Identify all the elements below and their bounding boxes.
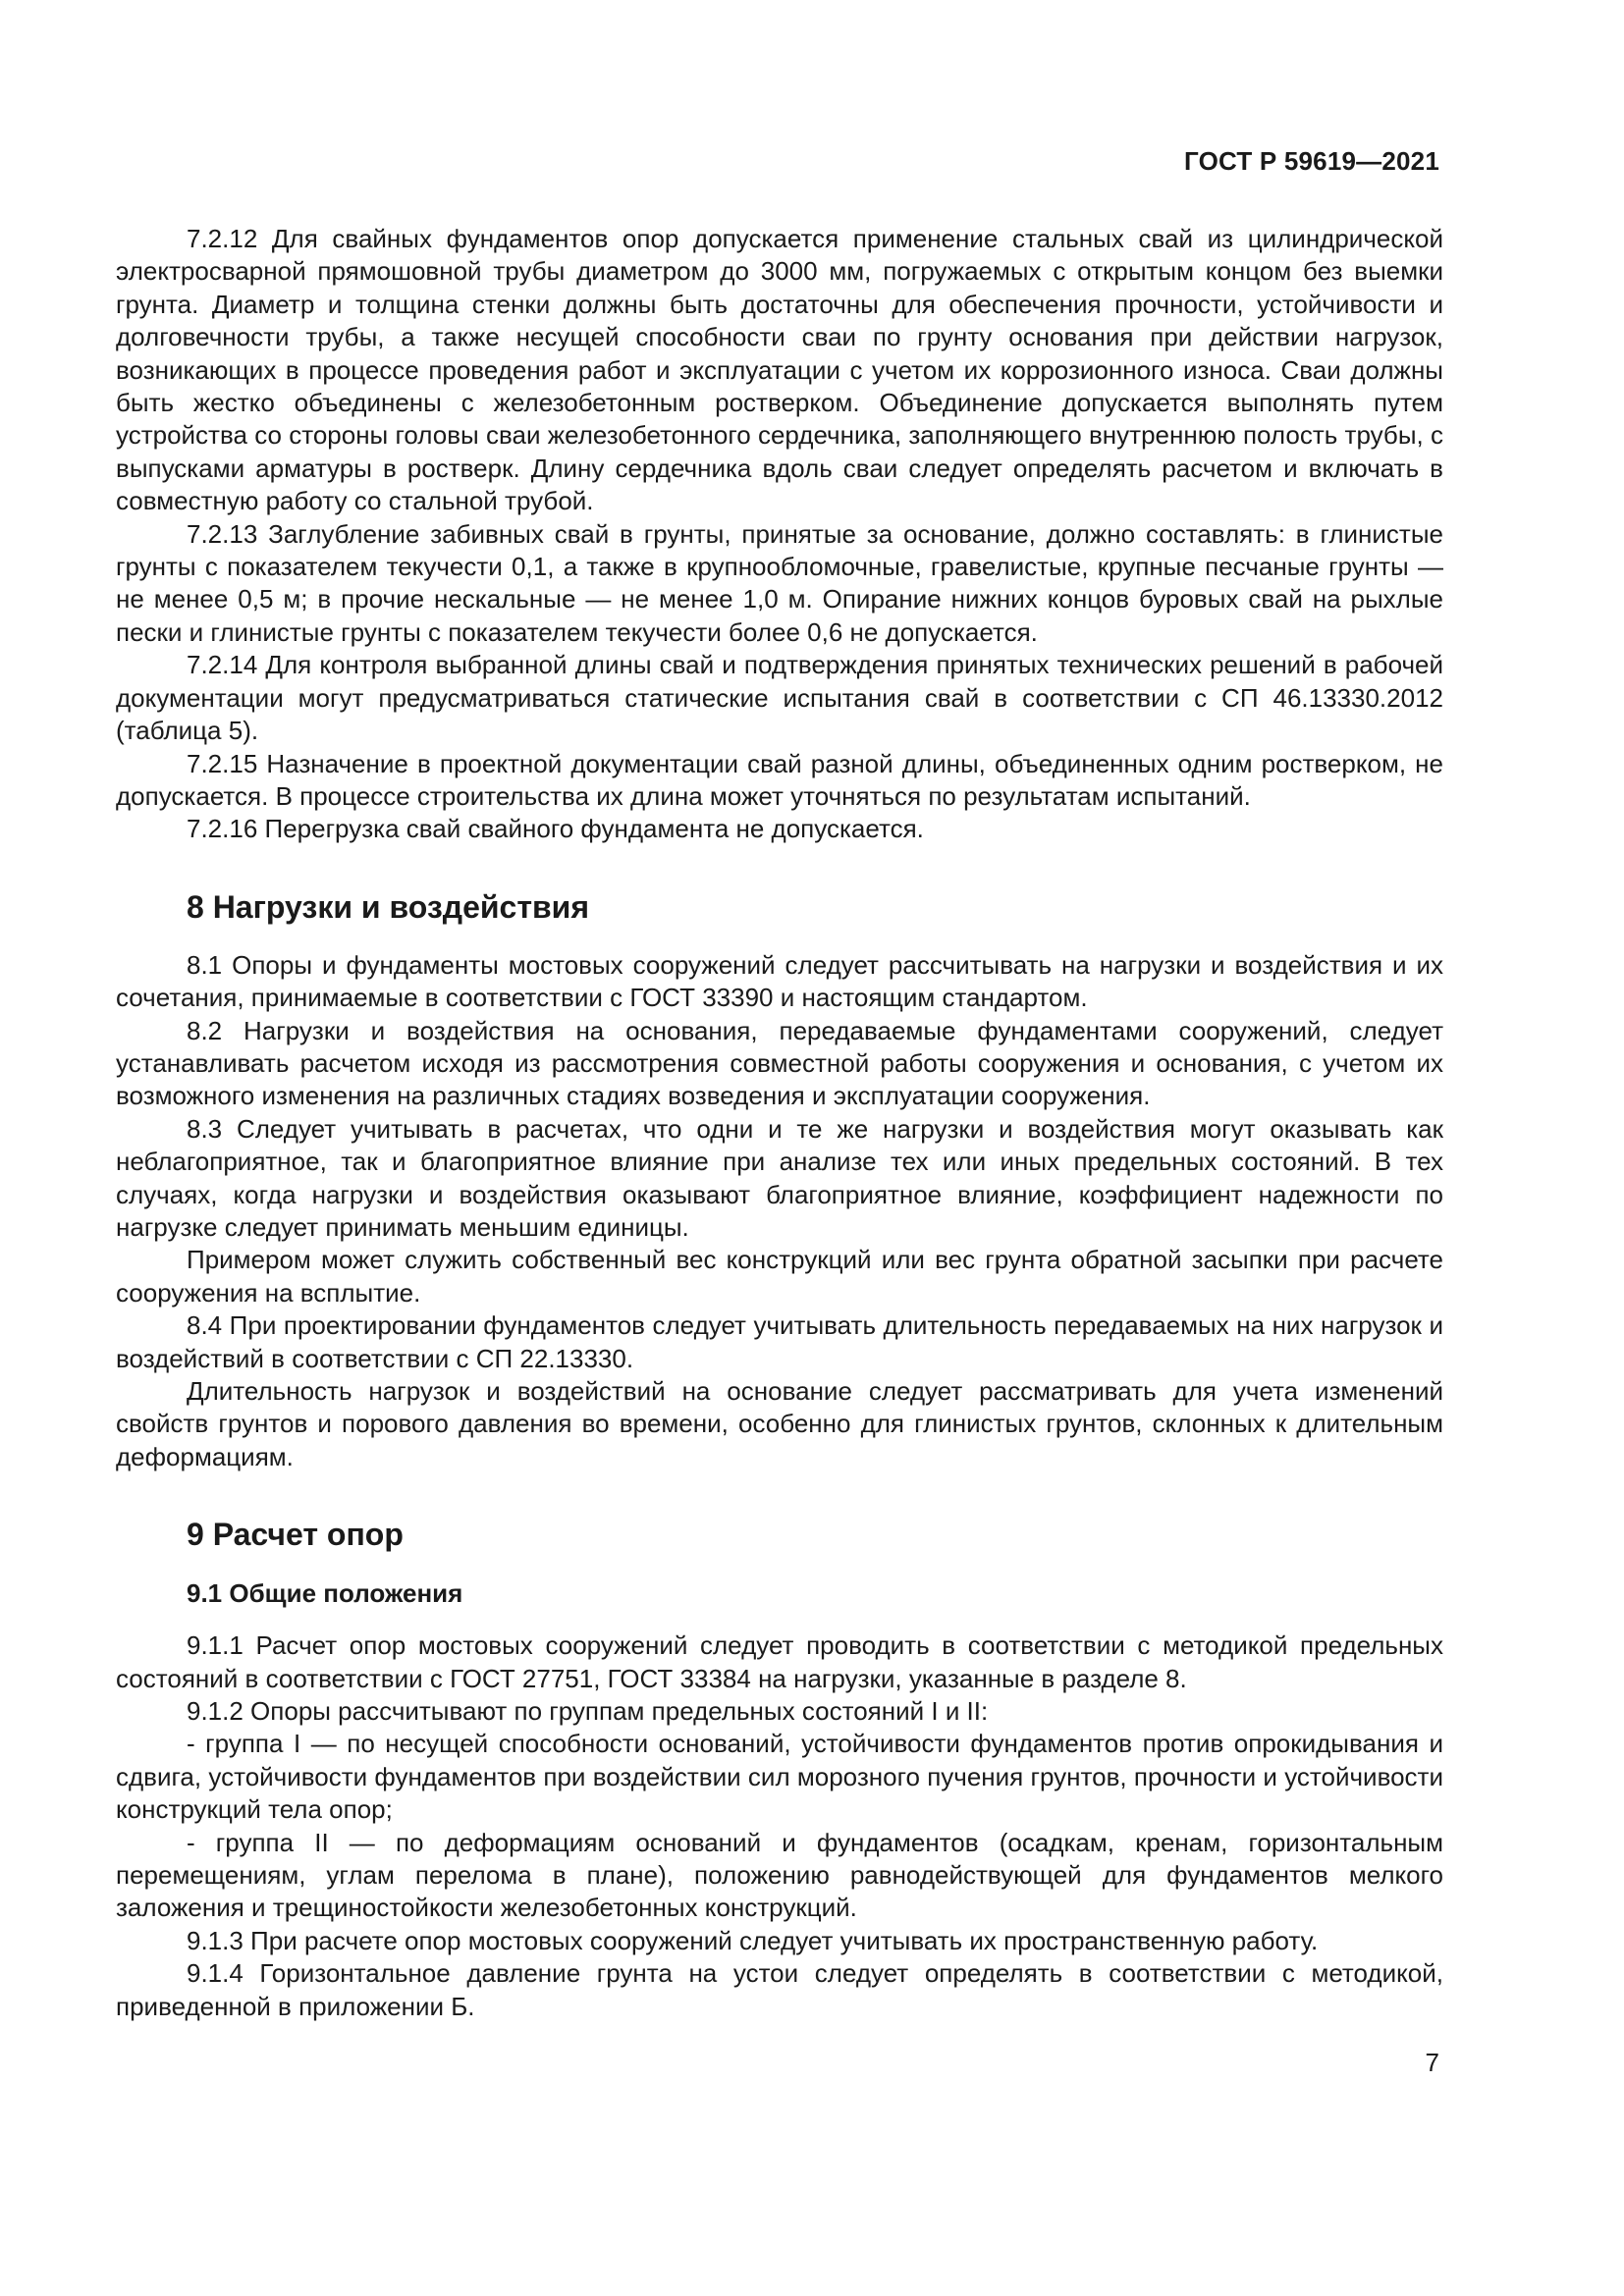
paragraph-8-4: 8.4 При проектировании фундаментов следует учитывать длительность передаваемых на них нагрузок и воздействий в соответствии с СП 22.13330. xyxy=(116,1310,1443,1373)
page-content xyxy=(116,223,1443,2023)
paragraph-7-2-14: 7.2.14 Для контроля выбранной длины свай и подтверждения принятых технических решений в рабочей документации могут предусматриваться статические испытания свай в соответствии с СП 46.13330.2012 (таблица 5). xyxy=(116,650,1443,746)
paragraph-7-2-16: 7.2.16 Перегрузка свай свайного фундамента не допускается. xyxy=(187,814,924,844)
paragraph-8-3-example: Примером может служить собственный вес конструкций или вес грунта обратной засыпки при расчете сооружения на всплытие. xyxy=(116,1245,1443,1308)
paragraph-7-2-12: 7.2.12 Для свайных фундаментов опор допускается применение стальных свай из цилиндрической электросварной прямошовной трубы диаметром до 3000 мм, погружаемых с открытым концом без выемки грунта. Диаметр и толщина стенки должны быть достаточны для обеспечения прочности, устойчивости и долговечности трубы, а также несущей способности сваи по грунту основания при действии нагрузок, возникающих в процессе проведения работ и эксплуатации с учетом их коррозионного износа. Сваи должны быть жестко объединены с железобетонным ростверком. Объединение допускается выполнять путем устройства со стороны головы сваи железобетонного сердечника, заполняющего внутреннюю полость трубы, с выпусками арматуры в ростверк. Длину сердечника вдоль сваи следует определять расчетом и включать в совместную работу со стальной трубой. xyxy=(116,224,1443,516)
list-item-group-1: - группа I — по несущей способности оснований, устойчивости фундаментов против опрокидывания и сдвига, устойчивости фундаментов при воздействии сил морозного пучения грунтов, прочности и устойчивости конструкций тела опор; xyxy=(116,1729,1443,1825)
paragraph-9-1-2: 9.1.2 Опоры рассчитывают по группам предельных состояний I и II: xyxy=(187,1696,989,1727)
page-number: 7 xyxy=(1425,2048,1439,2077)
paragraph-7-2-13: 7.2.13 Заглубление забивных свай в грунты, принятые за основание, должно составлять: в глинистые грунты с показателем текучести 0,1, а также в крупнообломочные, гравелистые, крупные песчаные грунты — не менее 0,5 м; в прочие нескальные — не менее 1,0 м. Опирание нижних концов буровых свай на рыхлые пески и глинистые грунты с показателем текучести более 0,6 не допускается. xyxy=(116,518,1443,647)
paragraph-9-1-4: 9.1.4 Горизонтальное давление грунта на устои следует определять в соответствии с методикой, приведенной в приложении Б. xyxy=(116,1958,1443,2021)
paragraph-9-1-1: 9.1.1 Расчет опор мостовых сооружений следует проводить в соответствии с методикой предельных состояний в соответствии с ГОСТ 27751, ГОСТ 33384 на нагрузки, указанные в разделе 8. xyxy=(116,1630,1443,1693)
list-item-group-2: - группа II — по деформациям оснований и фундаментов (осадкам, кренам, горизонтальным перемещениям, углам перелома в плане), положению равнодействующей для фундаментов мелкого заложения и трещиностойкости железобетонных конструкций. xyxy=(116,1827,1443,1923)
section-heading-8: 8 Нагрузки и воздействия xyxy=(187,888,590,925)
paragraph-9-1-3: 9.1.3 При расчете опор мостовых сооружений следует учитывать их пространственную работу. xyxy=(187,1925,1319,1955)
paragraph-8-3: 8.3 Следует учитывать в расчетах, что одни и те же нагрузки и воздействия могут оказывать как неблагоприятное, так и благоприятное влияние при анализе тех или иных предельных состояний. В тех случаях, когда нагрузки и воздействия оказывают благоприятное влияние, коэффициент надежности по нагрузке следует принимать меньшим единицы. xyxy=(116,1113,1443,1242)
paragraph-8-1: 8.1 Опоры и фундаменты мостовых сооружений следует рассчитывать на нагрузки и воздействия и их сочетания, принимаемые в соответствии с ГОСТ 33390 и настоящим стандартом. xyxy=(116,949,1443,1013)
subsection-heading-9-1: 9.1 Общие положения xyxy=(187,1578,463,1609)
section-heading-9: 9 Расчет опор xyxy=(187,1517,404,1553)
paragraph-7-2-15: 7.2.15 Назначение в проектной документации свай разной длины, объединенных одним ростверком, не допускается. В процессе строительства их длина может уточняться по результатам испытаний. xyxy=(116,748,1443,811)
document-code: ГОСТ Р 59619—2021 xyxy=(1184,146,1439,176)
paragraph-8-4-continued: Длительность нагрузок и воздействий на основание следует рассматривать для учета изменений свойств грунтов и порового давления во времени, особенно для глинистых грунтов, склонных к длительным деформациям. xyxy=(116,1376,1443,1471)
paragraph-8-2: 8.2 Нагрузки и воздействия на основания, передаваемые фундаментами сооружений, следует устанавливать расчетом исходя из рассмотрения совместной работы сооружения и основания, с учетом их возможного изменения на различных стадиях возведения и эксплуатации сооружения. xyxy=(116,1015,1443,1111)
